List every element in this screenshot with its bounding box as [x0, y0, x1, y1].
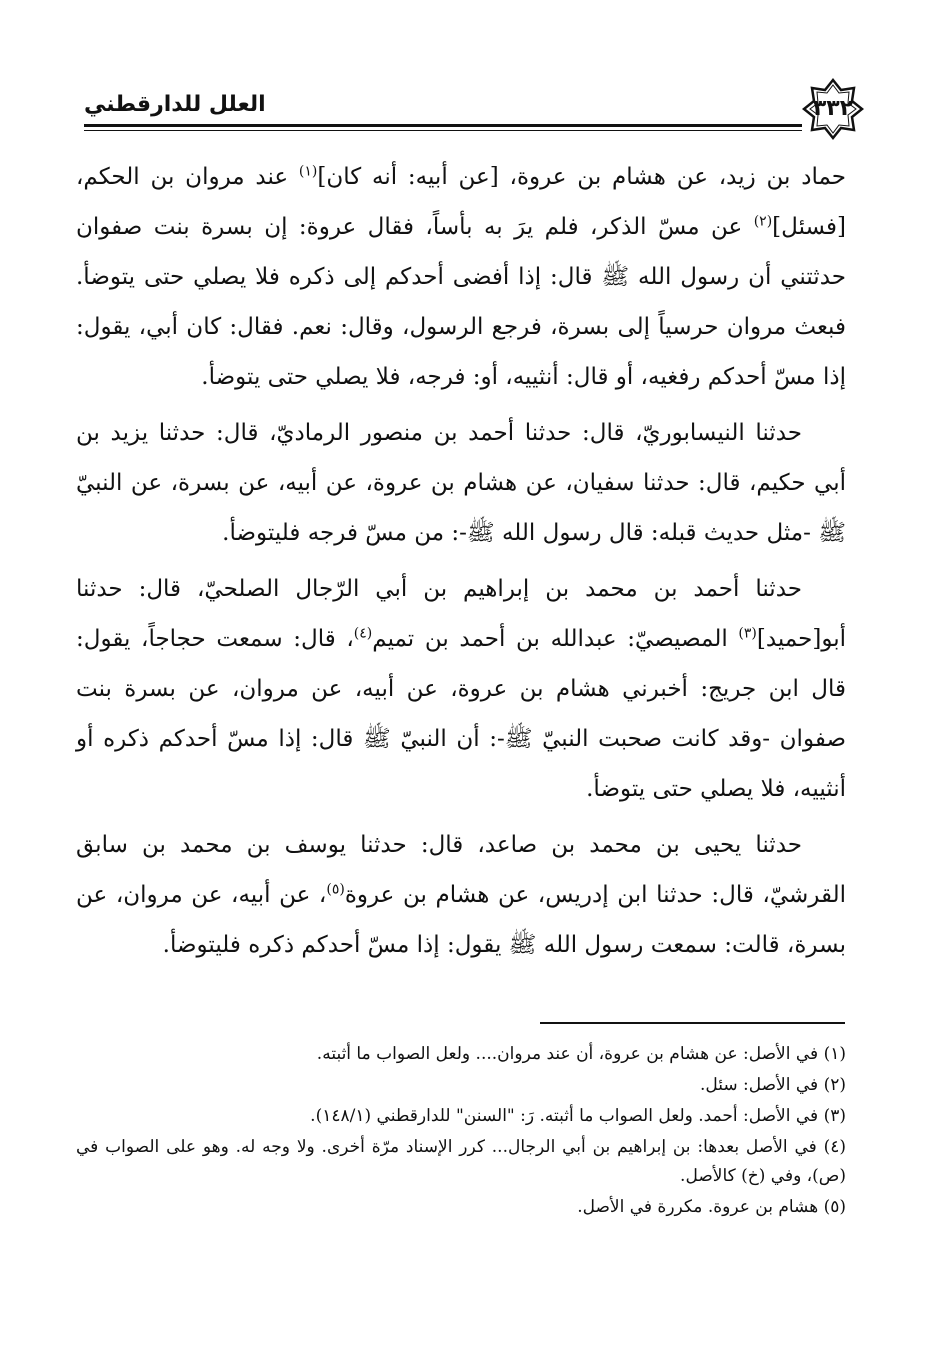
- footnote-5: (٥) هشام بن عروة. مكررة في الأصل.: [577, 1197, 846, 1217]
- running-title: العلل للدارقطني: [84, 92, 266, 117]
- footnote-3: (٣) في الأصل: أحمد. ولعل الصواب ما أثبته. رَ: "السنن" للدارقطني (١٤٨/١).: [310, 1106, 846, 1126]
- text-segment: حدثنا يحيى بن محمد بن صاعد، قال: حدثنا يوسف بن محمد بن سابق القرشيّ، قال: حدثنا ابن إدريس، عن هشام بن عروة: [76, 832, 846, 908]
- main-text: [76, 152, 846, 976]
- text-segment: المصيصيّ: عبدالله بن أحمد بن تميم: [372, 626, 739, 652]
- text-segment: حماد بن زيد، عن هشام بن عروة، [عن أبيه: أنه كان]: [317, 164, 846, 190]
- footnote-ref-4: (٤): [353, 625, 373, 642]
- page-number: ٣٣٢: [812, 96, 854, 121]
- text-segment: ، قال: سمعت حجاجاً، يقول: قال ابن جريج: أخبرني هشام بن عروة، عن أبيه، عن مروان، عن بسرة بنت صفوان -وقد كانت صحبت النبيّ ﷺ-: أن النبيّ ﷺ قال: إذا مسّ أحدكم ذكره أو أنثييه، فلا يصلي حتى يتوضأ.: [76, 626, 846, 802]
- text-segment: حدثنا أحمد بن محمد بن إبراهيم بن أبي الرّجال الصلحيّ، قال: حدثنا أبو[حميد]: [76, 576, 846, 652]
- footnote-separator: [540, 1022, 845, 1024]
- footnote-2: (٢) في الأصل: سئل.: [699, 1075, 846, 1095]
- footnote-4: (٤) في الأصل بعدها: بن إبراهيم بن أبي الرجال... كرر الإسناد مرّة أخرى. ولا وجه له. وهو على الصواب في (ص)، وفي (خ) كالأصل.: [76, 1137, 846, 1186]
- footnotes: [76, 1040, 846, 1224]
- footnote-ref-3: (٣): [738, 625, 757, 642]
- header-rule-thin: [84, 130, 802, 131]
- footnote-ref-1: (١): [298, 163, 318, 180]
- footnote-ref-2: (٢): [753, 213, 773, 230]
- text-segment: عن مسّ الذكر، فلم يرَ به بأساً، فقال عروة: إن بسرة بنت صفوان حدثتني أن رسول الله ﷺ قال: إذا أفضى أحدكم إلى ذكره فلا يصلي حتى يتوضأ. فبعث مروان حرسياً إلى بسرة، فرجع الرسول، وقال: نعم. فقال: كان أبي، يقول: إذا مسّ أحدكم رفغيه، أو قال: أنثييه، أو: فرجه، فلا يصلي حتى يتوضأ.: [76, 214, 846, 390]
- page-header: [84, 78, 864, 138]
- footnote-ref-5: (٥): [326, 881, 345, 898]
- text-segment: عند مروان بن الحكم، [فسئل]: [76, 164, 846, 240]
- paragraph-4: [76, 820, 846, 970]
- text-segment: ، عن أبيه، عن مروان، عن بسرة، قالت: سمعت رسول الله ﷺ يقول: إذا مسّ أحدكم ذكره فليتوضأ.: [76, 882, 846, 958]
- paragraph-3: [76, 564, 846, 814]
- footnote-1: (١) في الأصل: عن هشام بن عروة، أن عند مروان.... ولعل الصواب ما أثبته.: [316, 1044, 846, 1064]
- paragraph-2: [76, 408, 846, 558]
- header-rule: [84, 124, 802, 127]
- text-segment: حدثنا النيسابوريّ، قال: حدثنا أحمد بن منصور الرماديّ، قال: حدثنا يزيد بن أبي حكيم، قال: حدثنا سفيان، عن هشام بن عروة، عن أبيه، عن بسرة، عن النبيّ ﷺ -مثل حديث قبله: قال رسول الله ﷺ-: من مسّ فرجه فليتوضأ.: [76, 420, 846, 546]
- paragraph-1: [76, 152, 846, 402]
- page-number-badge: [802, 78, 864, 140]
